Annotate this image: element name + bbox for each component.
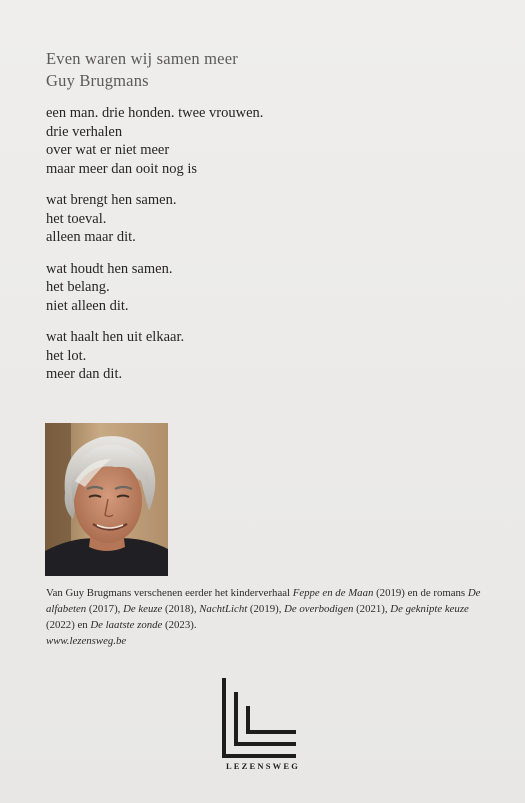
book-title-keuze: De keuze [123, 603, 163, 615]
book-title-overbodigen: De overbodigen [284, 603, 354, 615]
publisher-logo [218, 678, 308, 778]
book-title-geknipte-keuze: De geknipte keuze [390, 603, 469, 615]
poem-line: een man. drie honden. twee vrouwen. [46, 105, 264, 121]
poem-line: alleen maar dit. [46, 229, 136, 245]
poem-line: meer dan dit. [46, 366, 123, 382]
website-link[interactable]: www.lezensweg.be [46, 635, 127, 647]
author-bio [46, 585, 486, 649]
poem-line: drie verhalen [46, 123, 123, 140]
poem-line: over wat er niet meer [46, 142, 170, 158]
poem-line: niet alleen dit. [46, 297, 129, 314]
bio-text: (2018), [162, 603, 200, 615]
poem [46, 104, 406, 397]
bio-text: (2019) en de romans [373, 587, 468, 599]
poem-line: wat brengt hen samen. [46, 192, 177, 208]
lezensweg-logo-icon [222, 678, 302, 758]
poem-line: het toeval. [46, 210, 107, 227]
poem-line: maar meer dan ooit nog is [46, 160, 197, 177]
book-title-nachtlicht: NachtLicht [199, 603, 248, 615]
poem-line: wat haalt hen uit elkaar. [46, 329, 185, 345]
book-title-feppe: Feppe en de Maan [292, 587, 374, 599]
book-title: Even waren wij samen meer [46, 49, 238, 68]
bio-text: (2022) en [46, 619, 91, 631]
poem-line: het belang. [46, 279, 110, 295]
bio-text: (2019), [247, 603, 285, 615]
book-title-laatste-zonde: De laatste zonde [90, 619, 163, 631]
bio-text: (2021), [353, 603, 391, 615]
bio-text: (2023). [162, 619, 197, 631]
bio-text: (2017), [86, 603, 124, 615]
author-name: Guy Brugmans [46, 71, 149, 90]
book-title-alfabeten: De alfabeten [46, 587, 481, 615]
poem-line: het lot. [46, 347, 87, 364]
stanza-1 [46, 104, 406, 178]
stanza-2 [46, 191, 406, 247]
bio-text: Van Guy Brugmans verschenen eerder het kinderverhaal [46, 587, 293, 599]
author-photo [45, 423, 168, 576]
poem-line: wat houdt hen samen. [46, 260, 173, 277]
stanza-4 [46, 328, 406, 384]
publisher-name: LEZENSWEG [225, 761, 301, 771]
stanza-3 [46, 260, 406, 316]
header [46, 48, 238, 92]
